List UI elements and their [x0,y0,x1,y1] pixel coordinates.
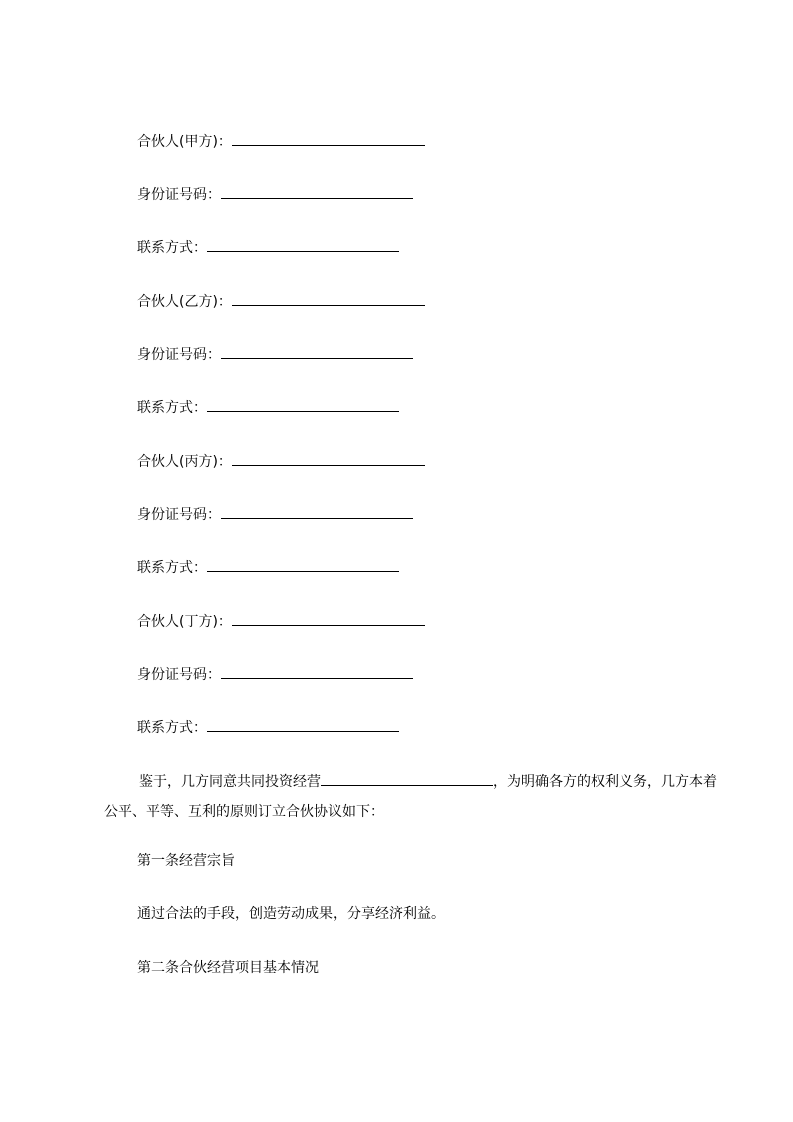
partner-a-id-label: 身份证号码： [137,187,221,203]
partner-b-contact-line [137,397,399,418]
partner-a-id-line [137,184,413,205]
partner-d-id-line [137,664,413,685]
partner-c-contact-blank[interactable] [207,557,399,572]
partner-d-contact-label: 联系方式： [137,720,207,736]
partner-a-label: 合伙人(甲方)： [137,134,232,150]
partner-c-id-line [137,504,413,525]
partner-b-id-blank[interactable] [221,344,413,359]
partner-b-id-label: 身份证号码： [137,347,221,363]
partner-d-id-blank[interactable] [221,664,413,679]
partner-b-contact-label: 联系方式： [137,400,207,416]
partner-c-blank[interactable] [232,451,425,466]
article-1-heading: 第一条经营宗旨 [137,853,235,869]
partner-d-contact-line [137,717,399,738]
partner-b-id-line [137,344,413,365]
partner-a-blank[interactable] [232,131,425,146]
partner-a-id-blank[interactable] [221,184,413,199]
partner-b-blank[interactable] [232,291,425,306]
partner-b-label: 合伙人(乙方)： [137,294,232,310]
article-2-heading: 第二条合伙经营项目基本情况 [137,960,319,976]
preamble-paragraph [104,767,724,827]
partner-d-line [137,611,425,632]
partner-d-label: 合伙人(丁方)： [137,614,232,630]
partner-c-id-label: 身份证号码： [137,507,221,523]
preamble-after-blank: ，为明确各方的权利义务，几方本着公平、平等、互利的原则订立合伙协议如下： [104,774,717,820]
partner-c-label: 合伙人(丙方)： [137,454,232,470]
partner-a-contact-line [137,237,399,258]
article-1-body: 通过合法的手段，创造劳动成果，分享经济利益。 [137,906,445,922]
partner-d-blank[interactable] [232,611,425,626]
partner-c-contact-line [137,557,399,578]
partner-b-contact-blank[interactable] [207,397,399,412]
partner-a-line [137,131,425,152]
partner-d-id-label: 身份证号码： [137,667,221,683]
partner-b-line [137,291,425,312]
business-blank[interactable] [321,771,493,786]
partner-a-contact-label: 联系方式： [137,240,207,256]
partner-c-id-blank[interactable] [221,504,413,519]
partner-c-line [137,451,425,472]
partner-d-contact-blank[interactable] [207,717,399,732]
preamble-before-blank: 鉴于，几方同意共同投资经营 [139,774,321,790]
partner-c-contact-label: 联系方式： [137,560,207,576]
partner-a-contact-blank[interactable] [207,237,399,252]
